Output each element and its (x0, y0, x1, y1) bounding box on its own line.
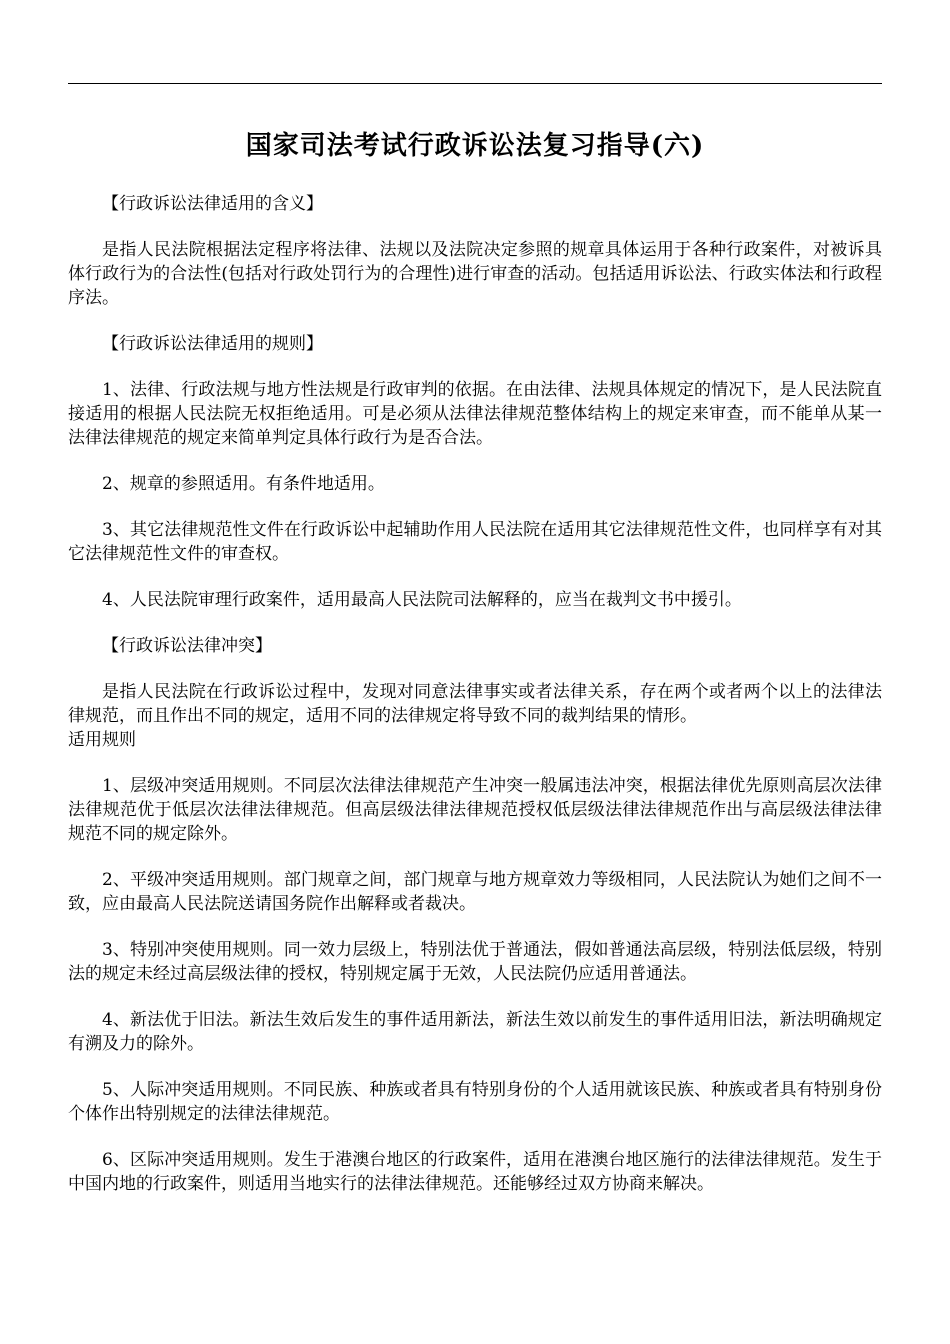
paragraph-rule-3: 3、其它法律规范性文件在行政诉讼中起辅助作用人民法院在适用其它法律规范性文件，也同样享有对其它法律规范性文件的审查权。 (68, 520, 882, 564)
paragraph-conflict-rule-1: 1、层级冲突适用规则。不同层次法律法律规范产生冲突一般属违法冲突，根据法律优先原则高层次法律法律规范优于低层次法律法律规范。但高层级法律法律规范授权低层级法律法律规范作出与高层级法律法律规范不同的规定除外。 (68, 776, 882, 844)
paragraph-conflict-rule-5: 5、人际冲突适用规则。不同民族、种族或者具有特别身份的个人适用就该民族、种族或者具有特别身份个体作出特别规定的法律法律规范。 (68, 1080, 882, 1124)
paragraph-conflict-rule-2: 2、平级冲突适用规则。部门规章之间，部门规章与地方规章效力等级相同，人民法院认为她们之间不一致，应由最高人民法院送请国务院作出解释或者裁决。 (68, 870, 882, 914)
section-heading-rules: 【行政诉讼法律适用的规则】 (102, 334, 323, 354)
paragraph-rule-1: 1、法律、行政法规与地方性法规是行政审判的依据。在由法律、法规具体规定的情况下，是人民法院直接适用的根据人民法院无权拒绝适用。可是必须从法律法律规范整体结构上的规定来审查，而不能单从某一法律法律规范的规定来简单判定具体行政行为是否合法。 (68, 380, 882, 448)
paragraph-conflict-rule-6: 6、区际冲突适用规则。发生于港澳台地区的行政案件，适用在港澳台地区施行的法律法律规范。发生于中国内地的行政案件，则适用当地实行的法律法律规范。还能够经过双方协商来解决。 (68, 1150, 882, 1194)
paragraph-conflict-rule-3: 3、特别冲突使用规则。同一效力层级上，特别法优于普通法，假如普通法高层级，特别法低层级，特别法的规定未经过高层级法律的授权，特别规定属于无效，人民法院仍应适用普通法。 (68, 940, 882, 984)
header-rule (68, 83, 882, 84)
document-title: 国家司法考试行政诉讼法复习指导(六) (245, 131, 705, 161)
paragraph-rule-4: 4、人民法院审理行政案件，适用最高人民法院司法解释的，应当在裁判文书中援引。 (102, 590, 742, 610)
document-body (68, 192, 882, 1218)
section-heading-conflict: 【行政诉讼法律冲突】 (102, 636, 272, 656)
paragraph-conflict-definition: 是指人民法院在行政诉讼过程中，发现对同意法律事实或者法律关系，存在两个或者两个以上的法律法律规范，而且作出不同的规定，适用不同的法律规定将导致不同的裁判结果的情形。 (68, 682, 882, 726)
paragraph-meaning: 是指人民法院根据法定程序将法律、法规以及法院决定参照的规章具体运用于各种行政案件，对被诉具体行政行为的合法性(包括对行政处罚行为的合理性)进行审查的活动。包括适用诉讼法、行政实体法和行政程序法。 (68, 240, 882, 308)
section-heading-meaning: 【行政诉讼法律适用的含义】 (102, 194, 323, 214)
paragraph-rule-2: 2、规章的参照适用。有条件地适用。 (102, 474, 385, 494)
paragraph-conflict-rule-4: 4、新法优于旧法。新法生效后发生的事件适用新法，新法生效以前发生的事件适用旧法，新法明确规定有溯及力的除外。 (68, 1010, 882, 1054)
subheading-applicable-rules: 适用规则 (68, 730, 136, 750)
